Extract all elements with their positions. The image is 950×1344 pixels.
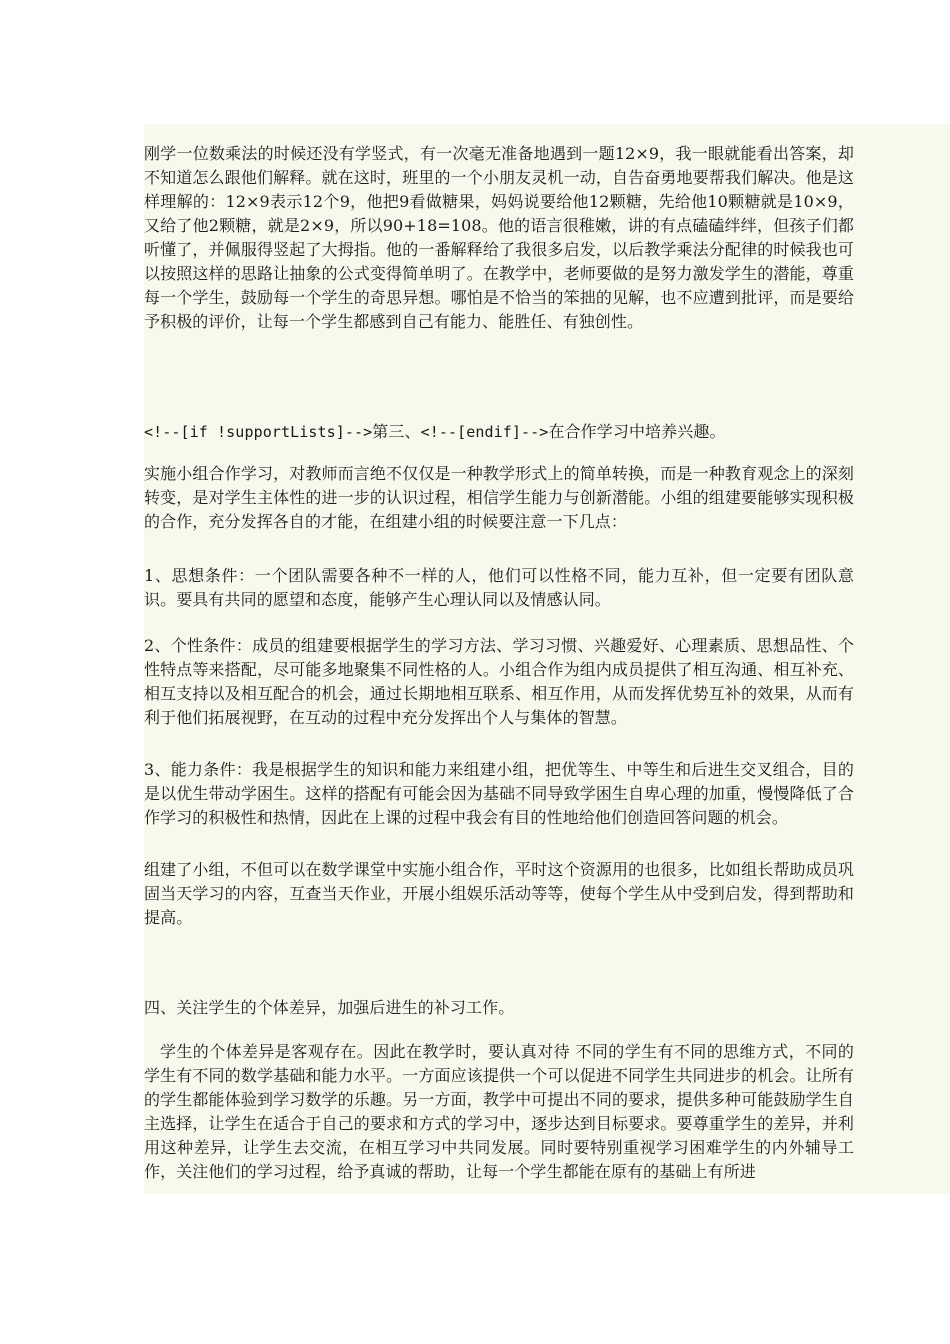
paragraph-5: 3、能力条件：我是根据学生的知识和能力来组建小组，把优等生、中等生和后进生交叉组合，目的是以优生带动学困生。这样的搭配有可能会因为基础不同导致学困生自卑心理的加重，慢慢降低了合作学习的积极性和热情，因此在上课的过程中我会有目的性地给他们创造回答问题的机会。 — [144, 760, 854, 827]
paragraph-3: 1、思想条件：一个团队需要各种不一样的人，他们可以性格不同，能力互补，但一定要有团队意识。要具有共同的愿望和态度，能够产生心理认同以及情感认同。 — [144, 566, 854, 609]
paragraph-2: 实施小组合作学习，对教师而言绝不仅仅是一种教学形式上的简单转换，而是一种教育观念上的深刻转变，是对学生主体性的进一步的认识过程，相信学生能力与创新潜能。小组的组建要能够实现积极的合作，充分发挥各自的才能，在组建小组的时候要注意一下几点： — [144, 464, 854, 531]
section-3-heading — [144, 420, 854, 444]
code-comment-close: <!--[endif]--> — [420, 423, 549, 441]
code-comment-open: <!--[if !supportLists]--> — [144, 423, 373, 441]
paragraph-6: 组建了小组，不但可以在数学课堂中实施小组合作，平时这个资源用的也很多，比如组长帮助成员巩固当天学习的内容，互查当天作业，开展小组娱乐活动等等，使每个学生从中受到启发，得到帮助和提高。 — [144, 860, 854, 927]
paragraph-4: 2、个性条件：成员的组建要根据学生的学习方法、学习习惯、兴趣爱好、心理素质、思想品性、个性特点等来搭配，尽可能多地聚集不同性格的人。小组合作为组内成员提供了相互沟通、相互补充、相互支持以及相互配合的机会，通过长期地相互联系、相互作用，从而发挥优势互补的效果，从而有利于他们拓展视野，在互动的过程中充分发挥出个人与集体的智慧。 — [144, 636, 854, 727]
section-3-title: 在合作学习中培养兴趣。 — [548, 422, 726, 441]
section-3-number: 第三、 — [372, 422, 421, 441]
paragraph-7: 学生的个体差异是客观存在。因此在教学时，要认真对待 不同的学生有不同的思维方式，不同的学生有不同的数学基础和能力水平。一方面应该提供一个可以促进不同学生共同进步的机会。让所有的学生都能体验到学习数学的乐趣。另一方面，教学中可提出不同的要求，提供多种可能鼓励学生自主选择，让学生在适合于自己的要求和方式的学习中，逐步达到目标要求。要尊重学生的差异，并利用这种差异，让学生去交流，在相互学习中共同发展。同时要特别重视学习困难学生的内外辅导工作，关注他们的学习过程，给予真诚的帮助，让每一个学生都能在原有的基础上有所进 — [144, 1042, 854, 1181]
document-body — [144, 142, 854, 1181]
paragraph-1: 刚学一位数乘法的时候还没有学竖式，有一次毫无准备地遇到一题12×9，我一眼就能看出答案，却不知道怎么跟他们解释。就在这时，班里的一个小朋友灵机一动，自告奋勇地要帮我们解决。他是这样理解的：12×9表示12个9，他把9看做糖果，妈妈说要给他12颗糖，先给他10颗糖就是10×9，又给了他2颗糖，就是2×9，所以90+18=108。他的语言很稚嫩，讲的有点磕磕绊绊，但孩子们都听懂了，并佩服得竖起了大拇指。他的一番解释给了我很多启发，以后教学乘法分配律的时候我也可以按照这样的思路让抽象的公式变得简单明了。在教学中，老师要做的是努力激发学生的潜能，尊重每一个学生，鼓励每一个学生的奇思异想。哪怕是不恰当的笨拙的见解，也不应遭到批评，而是要给予积极的评价，让每一个学生都感到自己有能力、能胜任、有独创性。 — [144, 144, 854, 331]
section-4-heading: 四、关注学生的个体差异，加强后进生的补习工作。 — [144, 998, 515, 1017]
